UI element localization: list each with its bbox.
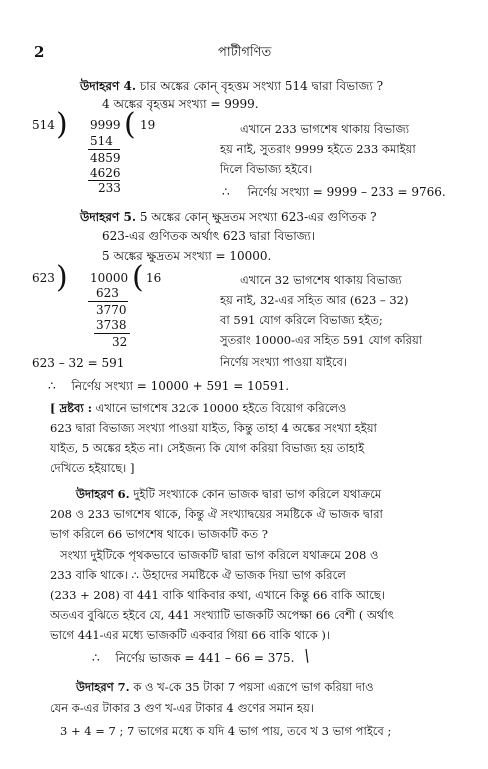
example-4-answer-line bbox=[222, 186, 446, 198]
example-4-question: চার অঙ্কের কোন্ বৃহত্তম সংখ্যা 514 দ্বারা বিভাজ্য ? bbox=[139, 79, 384, 93]
example-6-answer: নির্ণেয় ভাজক = 441 – 66 = 375. bbox=[115, 651, 295, 665]
division-4-bracket-left: ) bbox=[56, 107, 68, 142]
division-4-subtract-1: 514 bbox=[90, 134, 113, 148]
example-6-label: উদাহরণ 6. bbox=[76, 487, 130, 501]
example-5-step-1: 623-এর গুণিতক অর্থাৎ 623 দ্বারা বিভাজ্য। bbox=[102, 229, 316, 243]
example-4-question-line bbox=[80, 80, 383, 92]
example-4-explanation-3: দিলে বিভাজ্য হইবে। bbox=[220, 162, 313, 176]
page-number: 2 bbox=[34, 43, 45, 61]
example-4-answer: নির্ণেয় সংখ্যা = 9999 – 233 = 9766. bbox=[247, 185, 446, 199]
example-7-question-line-1 bbox=[76, 682, 374, 694]
division-4-bracket-right: ( bbox=[124, 107, 136, 142]
division-4-remainder: 233 bbox=[98, 181, 121, 195]
division-5-rule-2 bbox=[94, 333, 130, 334]
example-6-question-line-3: ভাগ করিলে 66 ভাগশেষ থাকে। ভাজকটি কত ? bbox=[50, 527, 268, 541]
example-5-explanation-5: নির্ণেয় সংখ্যা পাওয়া যাইবে। bbox=[220, 355, 348, 369]
division-4-quotient: 19 bbox=[140, 118, 156, 132]
example-5-question-line bbox=[80, 211, 377, 223]
division-5-subtract-1: 623 bbox=[96, 286, 119, 300]
division-5-partial: 3770 bbox=[96, 303, 127, 317]
example-5-answer-line bbox=[48, 380, 289, 392]
therefore-symbol: ∴ bbox=[92, 651, 100, 665]
division-5-remainder: 32 bbox=[112, 335, 128, 349]
example-5-explanation-3: বা 591 যোগ করিলে বিভাজ্য হইত; bbox=[220, 313, 383, 327]
example-5-explanation-4: সুতরাং 10000-এর সহিত 591 যোগ করিয়া bbox=[220, 333, 423, 347]
example-4-step-1: 4 অঙ্কের বৃহত্তম সংখ্যা = 9999. bbox=[102, 97, 259, 111]
example-6-question-line-1 bbox=[76, 489, 381, 501]
division-5-dividend: 10000 bbox=[90, 271, 129, 285]
example-5-answer: নির্ণেয় সংখ্যা = 10000 + 591 = 10591. bbox=[71, 379, 290, 393]
example-7-question-line-2: যেন ক-এর টাকার 3 গুণ খ-এর টাকার 4 গুণের সমান হয়। bbox=[50, 701, 314, 715]
division-5-divisor: 623 bbox=[32, 271, 55, 285]
note-line-3: যাইত, 5 অঙ্কের হইত না। সেইজন্য কি যোগ করিয়া বিভাজ্য হয় তাহাই bbox=[50, 441, 365, 455]
note-line-2: 623 দ্বারা বিভাজ্য সংখ্যা পাওয়া যাইত, কিন্তু তাহা 4 অঙ্কের সংখ্যা হইয়া bbox=[50, 421, 377, 435]
division-5-rule-1 bbox=[88, 301, 128, 302]
example-6-solution-3: (233 + 208) বা 441 বাকি থাকিবার কথা, এখানে কিন্তু 66 বাকি আছে। bbox=[50, 588, 385, 602]
division-5-quotient: 16 bbox=[146, 271, 162, 285]
division-5-bracket-right: ( bbox=[132, 260, 144, 295]
example-5-explanation-1: এখানে 32 ভাগশেষ থাকায় বিভাজ্য bbox=[240, 273, 402, 287]
example-6-question-line-2: 208 ও 233 ভাগশেষ থাকে, কিন্তু ঐ সংখ্যাদ্বয়ের সমষ্টিকে ঐ ভাজক দ্বারা bbox=[50, 507, 383, 521]
note-line-4: দেখিতে হইয়াছে। ] bbox=[50, 461, 135, 475]
therefore-symbol: ∴ bbox=[48, 379, 56, 393]
example-4-explanation-1: এখানে 233 ভাগশেষ থাকায় বিভাজ্য bbox=[240, 122, 410, 136]
division-5-bracket-left: ) bbox=[56, 260, 68, 295]
example-6-solution-2: 233 বাকি থাকে। ∴ উহাদের সমষ্টিকে ঐ ভাজক দিয়া ভাগ করিলে bbox=[50, 568, 346, 582]
example-6-solution-1: সংখ্যা দুইটিকে পৃথকভাবে ভাজকটি দ্বারা ভাগ করিলে যথাক্রমে 208 ও bbox=[60, 548, 379, 562]
division-4-dividend: 9999 bbox=[90, 118, 121, 132]
example-7-label: উদাহরণ 7. bbox=[76, 680, 130, 694]
note-label: [ দ্রষ্টব্য : bbox=[50, 401, 92, 415]
example-7-solution-1: 3 + 4 = 7 ; 7 ভাগের মধ্যে ক যদি 4 ভাগ পায়, তবে খ 3 ভাগ পাইবে ; bbox=[60, 724, 392, 738]
example-5-step-2: 5 অঙ্কের ক্ষুদ্রতম সংখ্যা = 10000. bbox=[102, 249, 272, 263]
check-mark-icon: / bbox=[300, 645, 314, 666]
note-text-1: এখানে ভাগশেষ 32কে 10000 হইতে বিয়োগ করিলেও bbox=[95, 401, 347, 415]
example-4-label: উদাহরণ 4. bbox=[80, 79, 136, 93]
example-4-explanation-2: হয় নাই, সুতরাং 9999 হইতে 233 কমাইয়া bbox=[220, 142, 416, 156]
division-4-rule-1 bbox=[88, 149, 120, 150]
division-5-subtract-2: 3738 bbox=[96, 318, 127, 332]
example-6-solution-4: অতএব বুঝিতে হইবে যে, 441 সংখ্যাটি ভাজকটি অপেক্ষা 66 বেশী ( অর্থাৎ bbox=[50, 608, 394, 622]
division-4-divisor: 514 bbox=[32, 118, 55, 132]
running-title: পাটীগণিত bbox=[218, 45, 272, 60]
example-6-solution-5: ভাগে 441-এর মধ্যে ভাজকটি একবার গিয়া 66 বাকি থাকে )। bbox=[50, 628, 330, 642]
note-line-1 bbox=[50, 403, 346, 415]
example-7-question-1: ক ও খ-কে 35 টাকা 7 পয়সা এরূপে ভাগ করিয়া দাও bbox=[133, 680, 374, 694]
example-5-label: উদাহরণ 5. bbox=[80, 210, 136, 224]
therefore-symbol: ∴ bbox=[222, 185, 230, 199]
example-6-question-1: দুইটি সংখ্যাকে কোন ভাজক দ্বারা ভাগ করিলে যথাক্রমে bbox=[133, 487, 382, 501]
division-4-subtract-2: 4626 bbox=[90, 166, 121, 180]
example-6-answer-line bbox=[92, 652, 294, 664]
example-5-explanation-2: হয় নাই, 32-এর সহিত আর (623 – 32) bbox=[220, 293, 409, 307]
division-4-partial: 4859 bbox=[90, 151, 121, 165]
example-5-calculation: 623 – 32 = 591 bbox=[32, 356, 125, 370]
example-5-question: 5 অঙ্কের কোন্ ক্ষুদ্রতম সংখ্যা 623-এর গুণিতক ? bbox=[139, 210, 377, 224]
